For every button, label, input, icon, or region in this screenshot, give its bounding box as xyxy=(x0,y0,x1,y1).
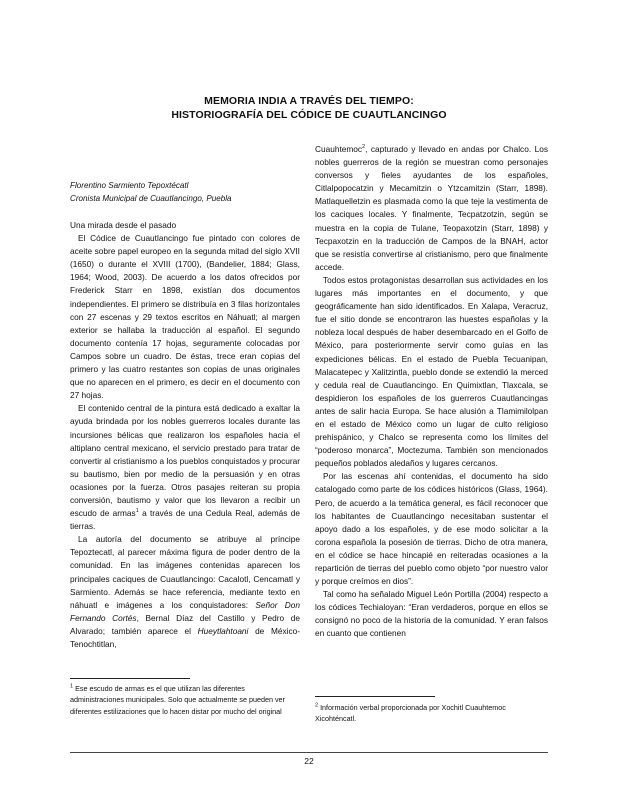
footnote-text: Información verbal proporcionada por Xochitl Cuauhtemoc Xicohténcatl. xyxy=(315,703,506,724)
author-name: Florentino Sarmiento Tepoxtécatl xyxy=(70,181,189,190)
footnote-ref[interactable]: 1 xyxy=(135,508,139,515)
paragraph: El Códice de Cuautlancingo fue pintado con colores de aceite sobre papel europeo en la segunda mitad del siglo XVII (1650) o durante el XVIII (1700), (Bandelier, 1884; Glass, 1964; Wood, 2003). De acuerdo a los datos ofrecidos por Frederick Starr en 1898, existían dos documentos independientes. El primero se distribuía en 3 filas horizontales con 27 escenas y 29 textos escritos en Náhuatl; al margen exterior se hallaba la traducción al español. El segundo documento contenía 17 hojas, seguramente colocadas por Campos sobre un cuadro. De éstas, trece eran copias del primero y las cuatro restantes son copias de unas originales que no aparecen en el primero, es decir en el documento con 27 hojas. xyxy=(70,233,300,401)
footnote-divider xyxy=(315,696,435,697)
footnote-ref[interactable]: 2 xyxy=(362,144,366,151)
italic-name: Señor Don Fernando Cortés xyxy=(70,599,300,623)
footnote-divider xyxy=(70,678,190,679)
paragraph xyxy=(315,143,548,274)
paragraph-text: La autoría del documento se atribuye al príncipe Tepoztecatl, al parecer máxima figura de poder dentro de la comunidad. En las imágenes contenidas aparecen los principales caciques de Cuautlancingo: Cacalotl, Cencamatl y Sarmiento. Además se hace referencia, mediante texto en náhuatl e imágenes a los conquistadores: xyxy=(70,534,300,610)
italic-term: Hueytlahtoani xyxy=(197,625,249,636)
section-heading: Una mirada desde el pasado xyxy=(70,220,177,230)
page-footer-rule xyxy=(70,752,548,753)
author-block xyxy=(70,179,232,205)
footnote-number: 1 xyxy=(70,683,74,690)
page-number: 22 xyxy=(304,756,314,766)
title-line-1: MEMORIA INDIA A TRAVÉS DEL TIEMPO: xyxy=(204,95,414,107)
title-line-2: HISTORIOGRAFÍA DEL CÓDICE DE CUAUTLANCINGO xyxy=(171,109,447,121)
author-role: Cronista Municipal de Cuautlancingo, Puebla xyxy=(70,194,232,203)
paragraph-text: de México-Tenochtitlan, xyxy=(70,625,300,649)
paragraph xyxy=(70,533,300,651)
footnote-2 xyxy=(315,702,548,725)
paragraph-text: , capturado y llevado en andas por Chalco. Los nobles guerreros de la región se muestran como personajes conversos y fieles ayudantes de los españoles, Citlalpopocatzin y Mecamitzin o Ytzcamitzin (Starr, 1898). Matlaquelletzin es plasmada como la que teje la vestimenta de los caciques locales. Y finalmente, Tecpatzotzin, según se muestra en la copia de Tulane, Teopaxotzin (Starr, 1898) y Tecpaxotzin en la traducción de Campos de la BNAH, actor que se resistía convertirse al cristianismo, pero que finalmente accede. xyxy=(315,144,548,272)
paragraph-text: , Bernal Díaz del Castillo y Pedro de Alvarado; también aparece el xyxy=(70,612,301,636)
footnote-1 xyxy=(70,683,300,717)
left-column xyxy=(70,219,300,651)
paragraph-text: Cuauhtemoc xyxy=(315,144,363,154)
paragraph: Tal como ha señalado Miguel León Portilla (2004) respecto a los códices Techialoyan: “Eran verdaderos, porque en ellos se consignó no poco de la historia de la comunidad. Y eran falsos en cuanto que contienen xyxy=(315,589,548,639)
footnote-number: 2 xyxy=(315,702,319,709)
right-column xyxy=(315,143,548,641)
paragraph-text: a través de una Cedula Real, además de tierras. xyxy=(70,508,300,532)
paragraph xyxy=(70,402,300,533)
paragraph: Por las escenas ahí contenidas, el documento ha sido catalogado como parte de los códices históricos (Glass, 1964). Pero, de acuerdo a la temática general, es fácil reconocer que los habitantes de Cuautlancingo necesitaban sustentar el apoyo dado a los españoles, y de ese modo solicitar a la corona española la posesión de tierras. Dicho de otra manera, en el códice se hace hincapié en reiteradas ocasiones a la repartición de tierras del pueblo como objeto “por nuestro valor y porque creímos en dios”. xyxy=(315,471,548,587)
paragraph: Todos estos protagonistas desarrollan sus actividades en los lugares más importantes en el documento, y que geográficamente han sido identificados. En Xalapa, Veracruz, fue el sitio donde se encontraron las huestes españolas y la nobleza local después de haber desembarcado en el Golfo de México, para posteriormente servir como guías en las expediciones bélicas. En el estado de Puebla Tecuanipan, Malacatepec y Xalitzintla, pueblo donde se extendió la merced y cedula real de Cuautlancingo. En Quimixtlan, Tlaxcala, se despidieron los españoles de los guerreros Cuautlancingas antes de salir hacia Europa. Se hace alusión a Tlamimilolpan en el estado de México como un lugar de culto religioso prehispánico, y Chalco se representa como los límites del “poderoso monarca”, Moctezuma. También son mencionados pequeños poblados aledaños y lugares cercanos. xyxy=(315,274,548,469)
footnote-text: Ese escudo de armas es el que utilizan las diferentes administraciones municipales. Solo que actualmente se pueden ver diferentes estilizaciones que lo hacen distar por mucho del original xyxy=(70,684,285,716)
paragraph-text: El contenido central de la pintura está dedicado a exaltar la ayuda brindada por los nobles guerreros locales durante las incursiones bélicas que realizaron los españoles hacia el altiplano central mexicano, el servicio prestado para tratar de convertir al cristianismo a los pueblos conquistados y procurar su bautismo, bien por medio de la persuasión y en otras ocasiones por la fuerza. Otros pasajes reiteran su propia conversión, bautismo y valor que los llevaron a recibir un escudo de armas xyxy=(70,403,300,519)
article-title xyxy=(0,94,618,122)
